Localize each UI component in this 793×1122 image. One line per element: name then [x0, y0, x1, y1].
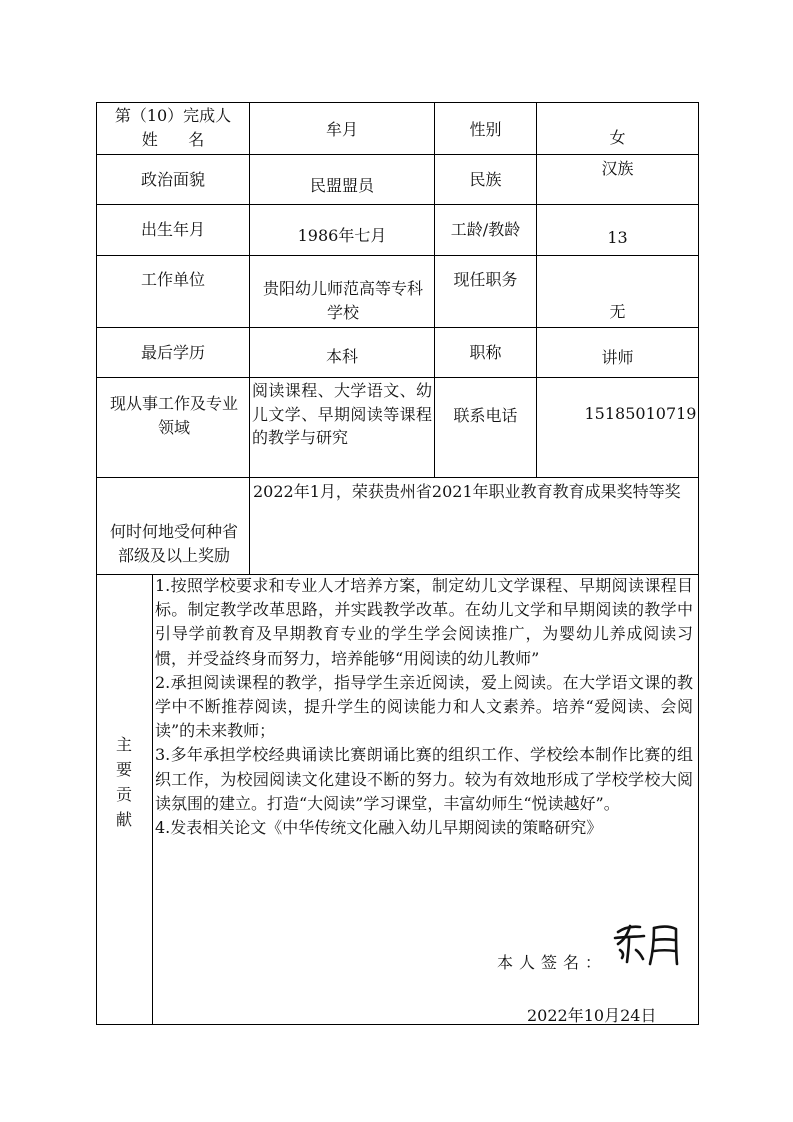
workplace-label: 工作单位: [140, 270, 205, 289]
ethnicity-value: 汉族: [601, 159, 634, 178]
birth-label: 出生年月: [140, 220, 205, 239]
table-border: [698, 102, 699, 1025]
row-divider: [96, 154, 699, 155]
contribution-list: [155, 574, 693, 840]
signature-label: 本人签名：: [497, 953, 608, 972]
gender-label: 性别: [469, 120, 502, 139]
gender-value: 女: [609, 128, 626, 147]
name-label-line1: 第（10）完成人: [114, 106, 232, 125]
political-label: 政治面貌: [140, 170, 205, 189]
contribution-item-4: 4.发表相关论文《中华传统文化融入幼儿早期阅读的策略研究》: [155, 818, 603, 838]
workplace-value: 贵阳幼儿师范高等专科学校: [262, 279, 423, 322]
seniority-value: 13: [607, 228, 628, 247]
name-label: [97, 104, 249, 152]
position-label: 现任职务: [453, 270, 518, 289]
column-divider: [249, 102, 250, 575]
phone-label: 联系电话: [453, 406, 518, 425]
position-value: 无: [609, 302, 626, 321]
phone-value: 15185010719: [584, 404, 697, 423]
seniority-label: 工龄/教龄: [450, 220, 521, 239]
row-divider: [96, 204, 699, 205]
contribution-item-1: 1.按照学校要求和专业人才培养方案，制定幼儿文学课程、早期阅读课程目标。制定教学改革思路，并实践教学改革。在幼儿文学和早期阅读的教学中引导学前教育及早期教育专业的学生学会阅读推广，为婴幼儿养成阅读习惯，并受益终身而努力，培养能够“用阅读的幼儿教师”: [155, 576, 693, 668]
education-value: 本科: [325, 347, 358, 366]
row-divider: [96, 377, 699, 378]
contribution-item-2: 2.承担阅读课程的教学，指导学生亲近阅读，爱上阅读。在大学语文课的教学中不断推荐阅读，提升学生的阅读能力和人文素养。培养“爱阅读、会阅读”的未来教师；: [155, 672, 693, 741]
awards-label: 何时何地受何种省部级及以上奖励: [109, 522, 238, 565]
political-value: 民盟盟员: [309, 176, 374, 195]
sign-date: 2022年10月24日: [527, 1006, 657, 1025]
row-divider: [96, 477, 699, 478]
birth-value: 1986年七月: [297, 226, 387, 245]
title-label: 职称: [469, 343, 502, 362]
ethnicity-label: 民族: [469, 170, 502, 189]
name-value: 牟月: [325, 120, 358, 139]
column-divider: [152, 574, 153, 1025]
row-divider: [96, 255, 699, 256]
title-value: 讲师: [601, 348, 634, 367]
field-value: 阅读课程、大学语文、幼儿文学、早期阅读等课程的教学与研究: [252, 381, 432, 447]
row-divider: [96, 327, 699, 328]
contribution-label: 主要贡献: [115, 735, 132, 829]
field-label: 现从事工作及专业领域: [109, 394, 238, 437]
name-label-line2: 姓 名: [141, 130, 205, 149]
contribution-item-3: 3.多年承担学校经典诵读比赛朗诵比赛的组织工作、学校绘本制作比赛的组织工作，为校园阅读文化建设不断的努力。较为有效地形成了学校学校大阅读氛围的建立。打造“大阅读”学习课堂，丰富幼师生“悦读越好”。: [155, 745, 693, 813]
signature: [610, 922, 686, 968]
education-label: 最后学历: [140, 343, 205, 362]
table-border: [96, 102, 699, 103]
awards-value: 2022年1月，荣获贵州省2021年职业教育教育成果奖特等奖: [253, 482, 681, 501]
